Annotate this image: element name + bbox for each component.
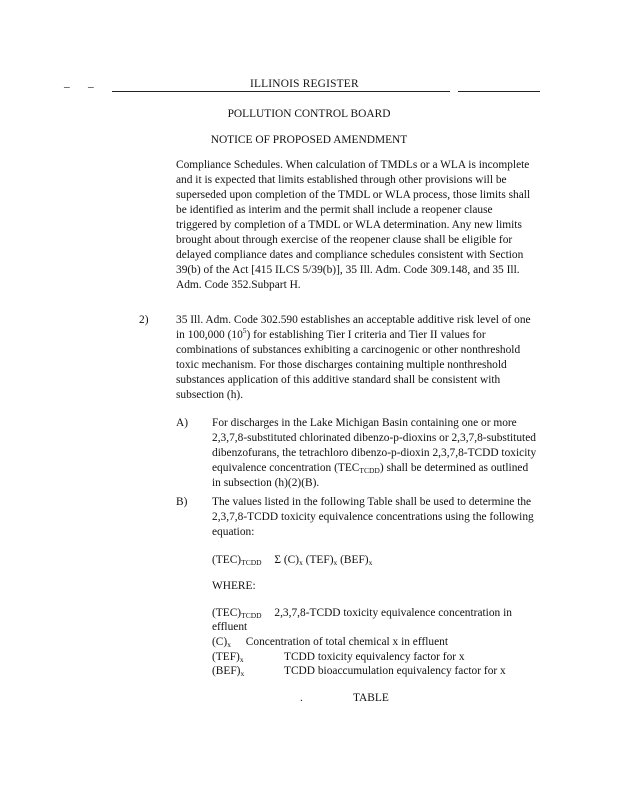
item-a-subscript: TCDD	[359, 466, 380, 475]
definition-desc: 2,3,7,8-TCDD toxicity equivalence concentration in	[274, 607, 512, 619]
definition-desc: TCDD bioaccumulation equivalency factor for x	[284, 665, 506, 677]
item-2-text-before: 35 Ill. Adm. Code 302.590 establishes an acceptable additive risk level of one in 100,000 (10	[176, 314, 531, 341]
definition-row	[212, 606, 512, 621]
equation-tef: (TEF)	[302, 554, 334, 566]
definition-term-sub: TCDD	[241, 611, 262, 620]
item-2-exponent: 5	[242, 326, 247, 335]
definition-row	[212, 650, 244, 665]
definition-term: (C)	[212, 636, 228, 648]
definition-term-sub: x	[239, 655, 244, 664]
equation-bef: (BEF)	[337, 554, 369, 566]
item-2-paragraph	[176, 313, 538, 403]
equation-lhs-sub: TCDD	[241, 558, 262, 567]
definition-term: (TEF)	[212, 651, 240, 663]
table-heading: TABLE	[353, 692, 389, 704]
definition-row-continuation: effluent	[212, 621, 248, 633]
item-a-text-before: For discharges in the Lake Michigan Basin containing one or more 2,3,7,8-substituted chlorinated dibenzo-p-dioxins or 2,3,7,8-substituted dibenzofurans, the tetrachloro dibenzo-p-dioxin 2,3,7,8-TCDD toxicity equivalence concentration (TEC	[212, 417, 537, 474]
equation-sub-x3: x	[368, 558, 373, 567]
definition-term-sub: x	[227, 640, 231, 649]
item-a-marker: A)	[176, 417, 189, 429]
equation-sub-x2: x	[333, 558, 338, 567]
item-b-paragraph: The values listed in the following Table shall be used to determine the 2,3,7,8-TCDD toxicity equivalence concentrations using the following equation:	[212, 496, 534, 538]
item-2-marker: 2)	[139, 314, 149, 326]
definition-row	[212, 664, 244, 679]
definition-term-sub: x	[240, 669, 245, 678]
header-rule-right	[458, 91, 540, 92]
register-title: ILLINOIS REGISTER	[250, 78, 359, 90]
item-a-text-after: ) shall be determined as outlined in subsection (h)(2)(B).	[212, 462, 529, 489]
header-dash-2: –	[88, 81, 94, 93]
equation-lhs: (TEC)	[212, 554, 242, 566]
header-dash-1: –	[64, 81, 70, 93]
item-2-text-after: ) for establishing Tier I criteria and Tier II values for combinations of substances exhibiting a carcinogenic or other nonthreshold toxic mechanism. For those discharges containing multiple nonthreshold substances application of this additive standard shall be consistent with subsection (h).	[176, 329, 521, 401]
item-b-marker: B)	[176, 496, 188, 508]
equation-sigma: Σ (C)	[274, 554, 300, 566]
compliance-schedules-paragraph: Compliance Schedules. When calculation of TMDLs or a WLA is incomplete and it is expected that limits established through other provisions will be superseded upon completion of the TMDL or WLA process, those limits shall be identified as interim and the permit shall include a reopener clause triggered by completion of a TMDL or WLA determination. Any new limits brought about through exercise of the reopener clause shall be eligible for delayed compliance dates and compliance schedules consistent with Section 39(b) of the Act [415 ILCS 5/39(b)], 35 Ill. Adm. Code 309.148, and 35 Ill. Adm. Code 352.Subpart H.	[176, 159, 531, 291]
definition-term: (BEF)	[212, 665, 241, 677]
where-label: WHERE:	[212, 580, 256, 592]
notice-title: NOTICE OF PROPOSED AMENDMENT	[210, 134, 408, 146]
definition-term: (TEC)	[212, 607, 242, 619]
table-dot: .	[300, 692, 303, 704]
equation-sub-x1: x	[299, 558, 303, 567]
definition-desc: Concentration of total chemical x in effluent	[245, 636, 449, 648]
board-title: POLLUTION CONTROL BOARD	[227, 108, 391, 120]
item-a-paragraph	[212, 416, 538, 491]
definition-desc: TCDD toxicity equivalency factor for x	[284, 651, 465, 663]
toxicity-equation	[212, 553, 372, 568]
definition-row	[212, 635, 448, 650]
